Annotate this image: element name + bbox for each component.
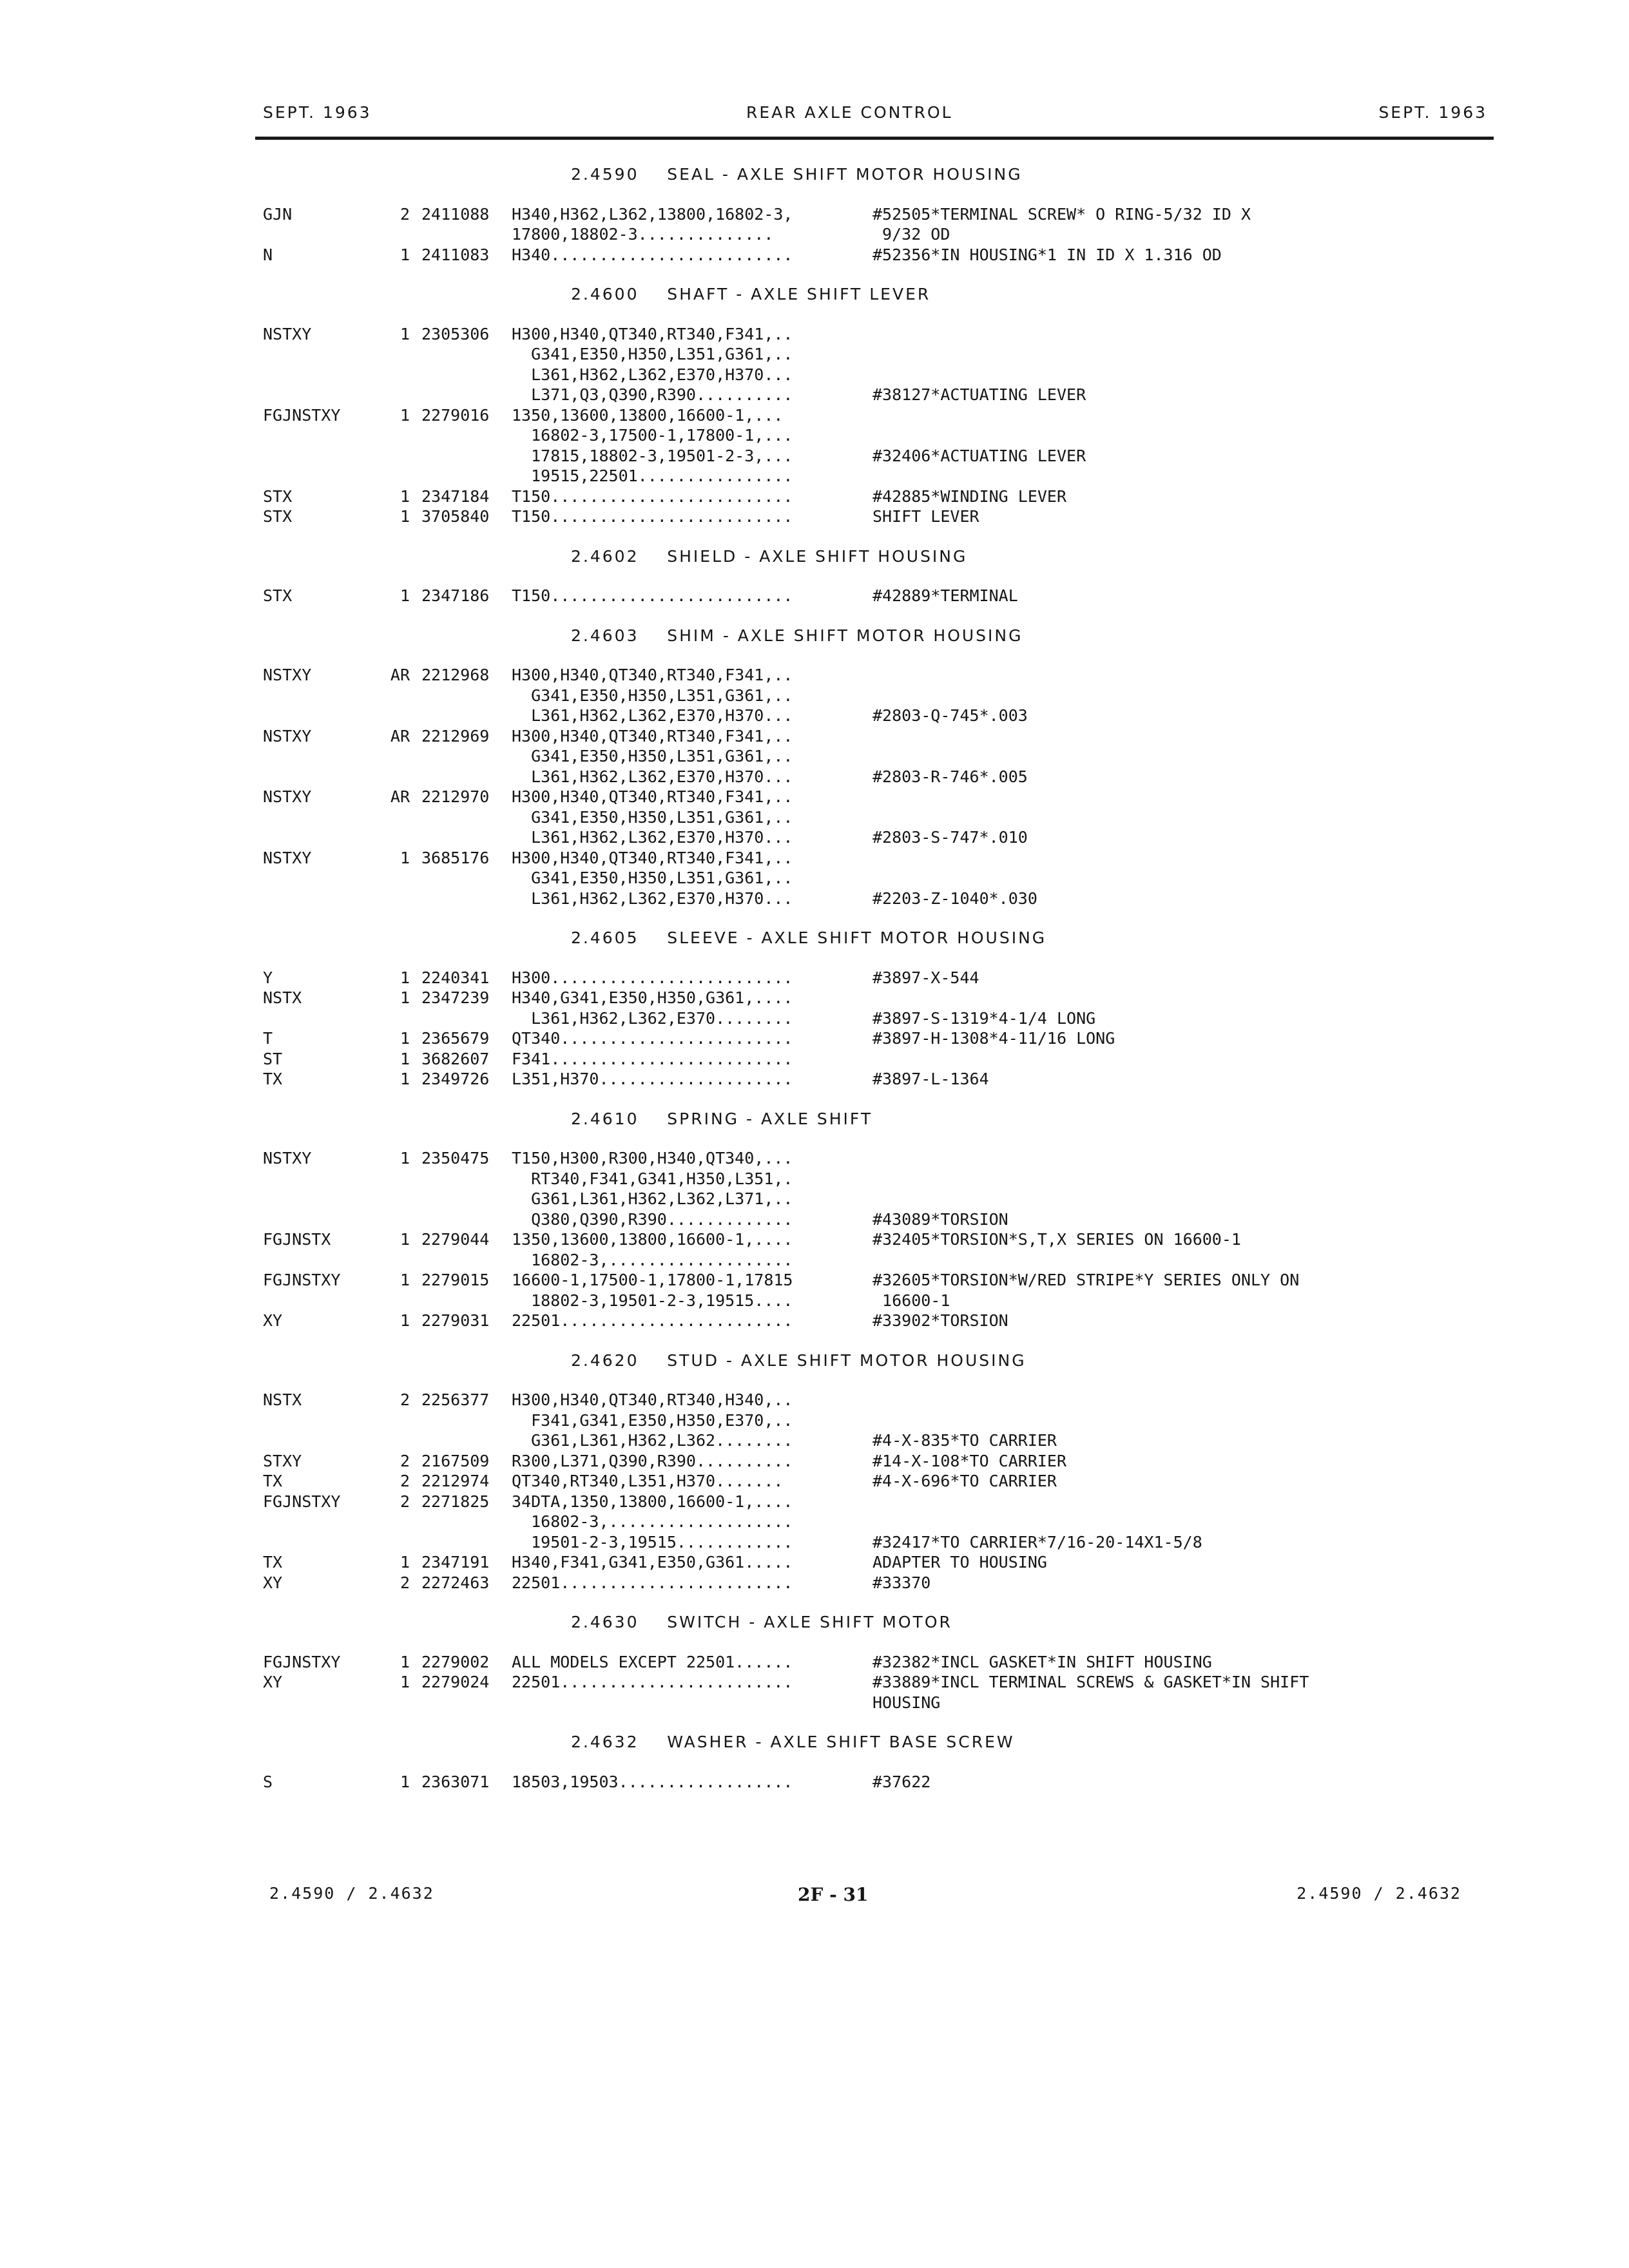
section-spacer [0,566,1629,586]
model-code: XY [263,1311,283,1330]
part-row [0,968,1629,988]
section-spacer [0,908,1629,928]
part-row [0,1672,1629,1693]
applicable-models: Q380,Q390,R390............. [512,1209,793,1229]
part-number: 2271825 [421,1492,490,1511]
section-heading [0,626,1629,646]
part-row [0,1148,1629,1169]
part-row [0,787,1629,807]
part-number: 2240341 [421,968,490,987]
applicable-models: H300,H340,QT340,RT340,F341,.. [512,666,793,684]
model-code: NSTXY [263,726,312,745]
part-number: 2347184 [421,486,490,506]
applicable-models: 16802-3,................... [512,1250,793,1269]
model-code: FGJNSTX [263,1230,331,1249]
part-row [0,1209,1629,1230]
part-description: #14-X-108*TO CARRIER [872,1451,1067,1470]
part-number: 2305306 [421,324,490,343]
applicable-models: G341,E350,H350,L351,G361,.. [512,747,793,765]
part-number: 3705840 [421,507,490,526]
part-row [0,446,1629,466]
section-heading-text: 2.4602 SHIELD - AXLE SHIFT HOUSING [571,546,968,566]
applicable-models: 17800,18802-3.............. [512,225,774,244]
section-spacer [0,1090,1629,1109]
part-number: 2272463 [421,1573,490,1592]
section-spacer [0,1753,1629,1772]
quantity: 1 [400,1049,410,1068]
applicable-models: ALL MODELS EXCEPT 22501...... [512,1652,793,1671]
applicable-models: H300,H340,QT340,RT340,F341,.. [512,726,793,745]
part-row [0,1492,1629,1512]
section-spacer [0,265,1629,284]
part-row [0,1169,1629,1189]
part-description: #3897-L-1364 [872,1070,989,1088]
quantity: 2 [400,1472,410,1490]
quantity: 1 [400,1070,410,1088]
section-heading-text: 2.4605 SLEEVE - AXLE SHIFT MOTOR HOUSING [571,928,1047,947]
model-code: S [263,1772,273,1791]
part-description: #32406*ACTUATING LEVER [872,446,1086,465]
quantity: 1 [400,1311,410,1330]
applicable-models: T150,H300,R300,H340,QT340,... [512,1149,793,1168]
part-description: #38127*ACTUATING LEVER [872,385,1086,404]
part-number: 2279044 [421,1230,490,1249]
section-heading [0,1350,1629,1371]
part-description: #52356*IN HOUSING*1 IN ID X 1.316 OD [872,245,1222,264]
applicable-models: G341,E350,H350,L351,G361,.. [512,345,793,363]
quantity: 1 [400,848,410,867]
applicable-models: G361,L361,H362,L362,L371,.. [512,1189,793,1208]
part-row [0,1291,1629,1311]
applicable-models: RT340,F341,G341,H350,L351,. [512,1169,793,1188]
quantity: 2 [400,1492,410,1511]
section-heading-text: 2.4620 STUD - AXLE SHIFT MOTOR HOUSING [571,1350,1027,1370]
part-row [0,988,1629,1008]
applicable-models: 22501........................ [512,1673,793,1691]
model-code: STX [263,586,293,605]
model-code: FGJNSTXY [263,1271,341,1289]
applicable-models: T150......................... [512,586,793,605]
part-number: 2350475 [421,1149,490,1168]
section-spacer [0,305,1629,324]
part-row [0,1008,1629,1029]
applicable-models: L361,H362,L362,E370,H370... [512,889,793,908]
part-row [0,1311,1629,1331]
applicable-models: 1350,13600,13800,16600-1,... [512,405,784,425]
part-number: 2347186 [421,586,490,605]
part-row [0,1430,1629,1451]
part-number: 2347239 [421,988,490,1007]
part-row [0,586,1629,606]
part-row [0,1573,1629,1593]
section-heading-text: 2.4603 SHIM - AXLE SHIFT MOTOR HOUSING [571,626,1023,645]
model-code: T [263,1029,273,1048]
parts-list [0,164,1629,1792]
applicable-models: 16802-3,17500-1,17800-1,... [512,426,793,445]
part-row [0,365,1629,385]
part-row [0,726,1629,747]
part-row [0,1693,1629,1713]
applicable-models: L361,H362,L362,E370,H370... [512,706,793,725]
quantity: 1 [400,1553,410,1571]
applicable-models: 19501-2-3,19515............ [512,1532,793,1552]
model-code: N [263,245,273,264]
applicable-models: QT340........................ [512,1029,793,1048]
page-title: REAR AXLE CONTROL [746,103,953,122]
part-row [0,1049,1629,1070]
part-number: 2411088 [421,204,490,224]
part-number: 2256377 [421,1390,490,1409]
part-row [0,807,1629,828]
model-code: NSTX [263,1390,302,1409]
applicable-models: H300,H340,QT340,RT340,H340,.. [512,1390,793,1409]
quantity: AR [390,726,410,745]
applicable-models: 16600-1,17500-1,17800-1,17815 [512,1271,793,1289]
section-spacer [0,527,1629,546]
part-number: 2411083 [421,245,490,264]
applicable-models: L361,H362,L362,E370........ [512,1008,793,1028]
part-row [0,1229,1629,1250]
part-number: 2212974 [421,1472,490,1490]
part-number: 2363071 [421,1772,490,1791]
part-number: 2365679 [421,1029,490,1048]
part-number: 2279016 [421,405,490,425]
applicable-models: G341,E350,H350,L351,G361,.. [512,869,793,887]
model-code: Y [263,968,273,987]
part-description: #3897-H-1308*4-11/16 LONG [872,1029,1115,1048]
applicable-models: G341,E350,H350,L351,G361,.. [512,686,793,705]
part-number: 2212968 [421,666,490,684]
applicable-models: T150......................... [512,486,793,506]
applicable-models: L361,H362,L362,E370,H370... [512,365,793,384]
part-number: 2279002 [421,1652,490,1671]
header-date-left: SEPT. 1963 [263,103,372,122]
part-row [0,324,1629,345]
part-row [0,746,1629,767]
part-description: #33902*TORSION [872,1311,1008,1330]
section-heading-text: 2.4630 SWITCH - AXLE SHIFT MOTOR [571,1613,952,1631]
model-code: NSTXY [263,324,312,343]
applicable-models: F341......................... [512,1049,793,1068]
part-number: 3682607 [421,1049,490,1068]
section-heading [0,1732,1629,1753]
applicable-models: H340,F341,G341,E350,G361..... [512,1553,793,1571]
applicable-models: F341,G341,E350,H350,E370,.. [512,1410,793,1430]
part-number: 2347191 [421,1553,490,1571]
quantity: 1 [400,324,410,343]
part-description: #2803-S-747*.010 [872,828,1028,847]
section-spacer [0,1713,1629,1732]
part-description: #32605*TORSION*W/RED STRIPE*Y SERIES ONLY ON [872,1271,1300,1289]
part-description: #2803-R-746*.005 [872,767,1028,786]
part-row [0,1512,1629,1532]
part-row [0,1451,1629,1472]
quantity: 1 [400,968,410,987]
part-row [0,1552,1629,1573]
part-description: #2803-Q-745*.003 [872,706,1028,725]
section-spacer [0,1633,1629,1652]
section-spacer [0,185,1629,204]
part-row [0,706,1629,726]
quantity: AR [390,666,410,684]
part-description: #37622 [872,1772,931,1791]
part-number: 2349726 [421,1070,490,1088]
part-description: #32417*TO CARRIER*7/16-20-14X1-5/8 [872,1532,1202,1552]
part-description: #52505*TERMINAL SCREW* O RING-5/32 ID X [872,204,1251,224]
part-description: #42885*WINDING LEVER [872,486,1067,506]
part-row [0,665,1629,686]
quantity: 2 [400,1573,410,1592]
section-heading-text: 2.4610 SPRING - AXLE SHIFT [571,1109,873,1128]
footer-range-right: 2.4590 / 2.4632 [1296,1884,1461,1903]
quantity: 1 [400,586,410,605]
applicable-models: L361,H362,L362,E370,H370... [512,767,793,786]
applicable-models: H340,G341,E350,H350,G361,.... [512,988,793,1007]
model-code: XY [263,1673,283,1691]
quantity: 1 [400,1230,410,1249]
part-row [0,1270,1629,1291]
applicable-models: 19515,22501................ [512,466,793,485]
model-code: NSTXY [263,848,312,867]
applicable-models: R300,L371,Q390,R390.......... [512,1451,793,1470]
footer-range-left: 2.4590 / 2.4632 [269,1884,434,1903]
quantity: 1 [400,988,410,1007]
part-row [0,1028,1629,1049]
section-spacer [0,606,1629,626]
model-code: STXY [263,1451,302,1470]
section-heading-text: 2.4590 SEAL - AXLE SHIFT MOTOR HOUSING [571,165,1023,184]
part-row [0,1471,1629,1492]
applicable-models: H300......................... [512,968,793,987]
section-heading [0,546,1629,567]
part-row [0,405,1629,426]
quantity: 1 [400,1029,410,1048]
section-spacer [0,1593,1629,1612]
part-description: #4-X-835*TO CARRIER [872,1431,1057,1450]
applicable-models: H300,H340,QT340,RT340,F341,.. [512,324,793,343]
part-number: 3685176 [421,848,490,867]
model-code: NSTXY [263,1149,312,1168]
section-spacer [0,1370,1629,1390]
part-row [0,1069,1629,1090]
applicable-models: H340......................... [512,245,793,264]
part-description: 16600-1 [872,1291,950,1310]
applicable-models: L361,H362,L362,E370,H370... [512,828,793,847]
model-code: TX [263,1553,283,1571]
part-row [0,889,1629,909]
section-heading [0,1612,1629,1633]
applicable-models: 17815,18802-3,19501-2-3,... [512,446,793,465]
part-description: #32382*INCL GASKET*IN SHIFT HOUSING [872,1652,1212,1671]
quantity: 1 [400,486,410,506]
part-description: #32405*TORSION*S,T,X SERIES ON 16600-1 [872,1230,1241,1249]
section-spacer [0,1331,1629,1350]
applicable-models: 1350,13600,13800,16600-1,.... [512,1230,793,1249]
part-row [0,1410,1629,1431]
part-description: 9/32 OD [872,225,950,244]
part-row [0,204,1629,225]
part-description: #3897-S-1319*4-1/4 LONG [872,1008,1096,1028]
section-heading-text: 2.4632 WASHER - AXLE SHIFT BASE SCREW [571,1733,1015,1751]
part-row [0,767,1629,787]
part-row [0,344,1629,365]
quantity: AR [390,787,410,806]
quantity: 2 [400,1390,410,1409]
applicable-models: H300,H340,QT340,RT340,F341,.. [512,848,793,867]
part-description: #43089*TORSION [872,1209,1008,1229]
applicable-models: 18802-3,19501-2-3,19515.... [512,1291,793,1310]
part-row [0,1532,1629,1553]
part-description: #3897-X-544 [872,968,979,987]
header-rule [255,137,1494,140]
part-row [0,1652,1629,1673]
part-number: 2212969 [421,726,490,745]
section-heading [0,284,1629,305]
section-heading-text: 2.4600 SHAFT - AXLE SHIFT LEVER [571,285,931,303]
part-row [0,686,1629,706]
applicable-models: L351,H370.................... [512,1070,793,1088]
quantity: 2 [400,204,410,224]
part-row [0,1250,1629,1271]
model-code: FGJNSTXY [263,405,341,425]
applicable-models: 34DTA,1350,13800,16600-1,.... [512,1492,793,1511]
part-number: 2279031 [421,1311,490,1330]
section-heading [0,164,1629,185]
applicable-models: 18503,19503.................. [512,1772,793,1791]
header-date-right: SEPT. 1963 [1378,103,1487,122]
applicable-models: 22501........................ [512,1573,793,1592]
section-spacer [0,948,1629,968]
part-row [0,1772,1629,1792]
part-description: ADAPTER TO HOUSING [872,1553,1047,1571]
applicable-models: 22501........................ [512,1311,793,1330]
applicable-models: QT340,RT340,L351,H370....... [512,1472,784,1490]
quantity: 1 [400,1149,410,1168]
part-row [0,466,1629,486]
quantity: 1 [400,1673,410,1691]
model-code: STX [263,486,293,506]
quantity: 1 [400,245,410,264]
part-description: #33889*INCL TERMINAL SCREWS & GASKET*IN SHIFT [872,1673,1309,1691]
part-row [0,425,1629,446]
part-description: SHIFT LEVER [872,507,979,526]
applicable-models: G341,E350,H350,L351,G361,.. [512,807,793,827]
part-row [0,506,1629,527]
part-number: 2279015 [421,1271,490,1289]
model-code: NSTXY [263,666,312,684]
part-row [0,245,1629,265]
page-number: 2F - 31 [798,1884,869,1905]
model-code: NSTXY [263,787,312,806]
part-row [0,868,1629,889]
quantity: 1 [400,1772,410,1791]
applicable-models: H340,H362,L362,13800,16802-3, [512,204,793,224]
quantity: 2 [400,1451,410,1470]
part-number: 2212970 [421,787,490,806]
part-row [0,486,1629,507]
part-row [0,1390,1629,1410]
applicable-models: L371,Q3,Q390,R390.......... [512,385,793,404]
part-row [0,1189,1629,1209]
section-spacer [0,646,1629,665]
quantity: 1 [400,1652,410,1671]
model-code: TX [263,1070,283,1088]
part-row [0,385,1629,405]
model-code: NSTX [263,988,302,1007]
model-code: TX [263,1472,283,1490]
model-code: XY [263,1573,283,1592]
section-spacer [0,1129,1629,1148]
section-heading [0,1109,1629,1129]
quantity: 1 [400,507,410,526]
quantity: 1 [400,405,410,425]
part-row [0,848,1629,869]
quantity: 1 [400,1271,410,1289]
part-number: 2279024 [421,1673,490,1691]
applicable-models: H300,H340,QT340,RT340,F341,.. [512,787,793,806]
model-code: FGJNSTXY [263,1492,341,1511]
part-description: HOUSING [872,1693,941,1712]
part-row [0,224,1629,245]
part-description: #2203-Z-1040*.030 [872,889,1037,908]
part-description: #42889*TERMINAL [872,586,1018,605]
part-number: 2167509 [421,1451,490,1470]
applicable-models: G361,L361,H362,L362........ [512,1431,793,1450]
model-code: ST [263,1049,283,1068]
model-code: FGJNSTXY [263,1652,341,1671]
part-description: #4-X-696*TO CARRIER [872,1472,1057,1490]
applicable-models: 16802-3,................... [512,1512,793,1531]
model-code: STX [263,507,293,526]
part-description: #33370 [872,1573,931,1592]
model-code: GJN [263,204,293,224]
section-heading [0,928,1629,948]
part-row [0,827,1629,848]
applicable-models: T150......................... [512,507,793,526]
